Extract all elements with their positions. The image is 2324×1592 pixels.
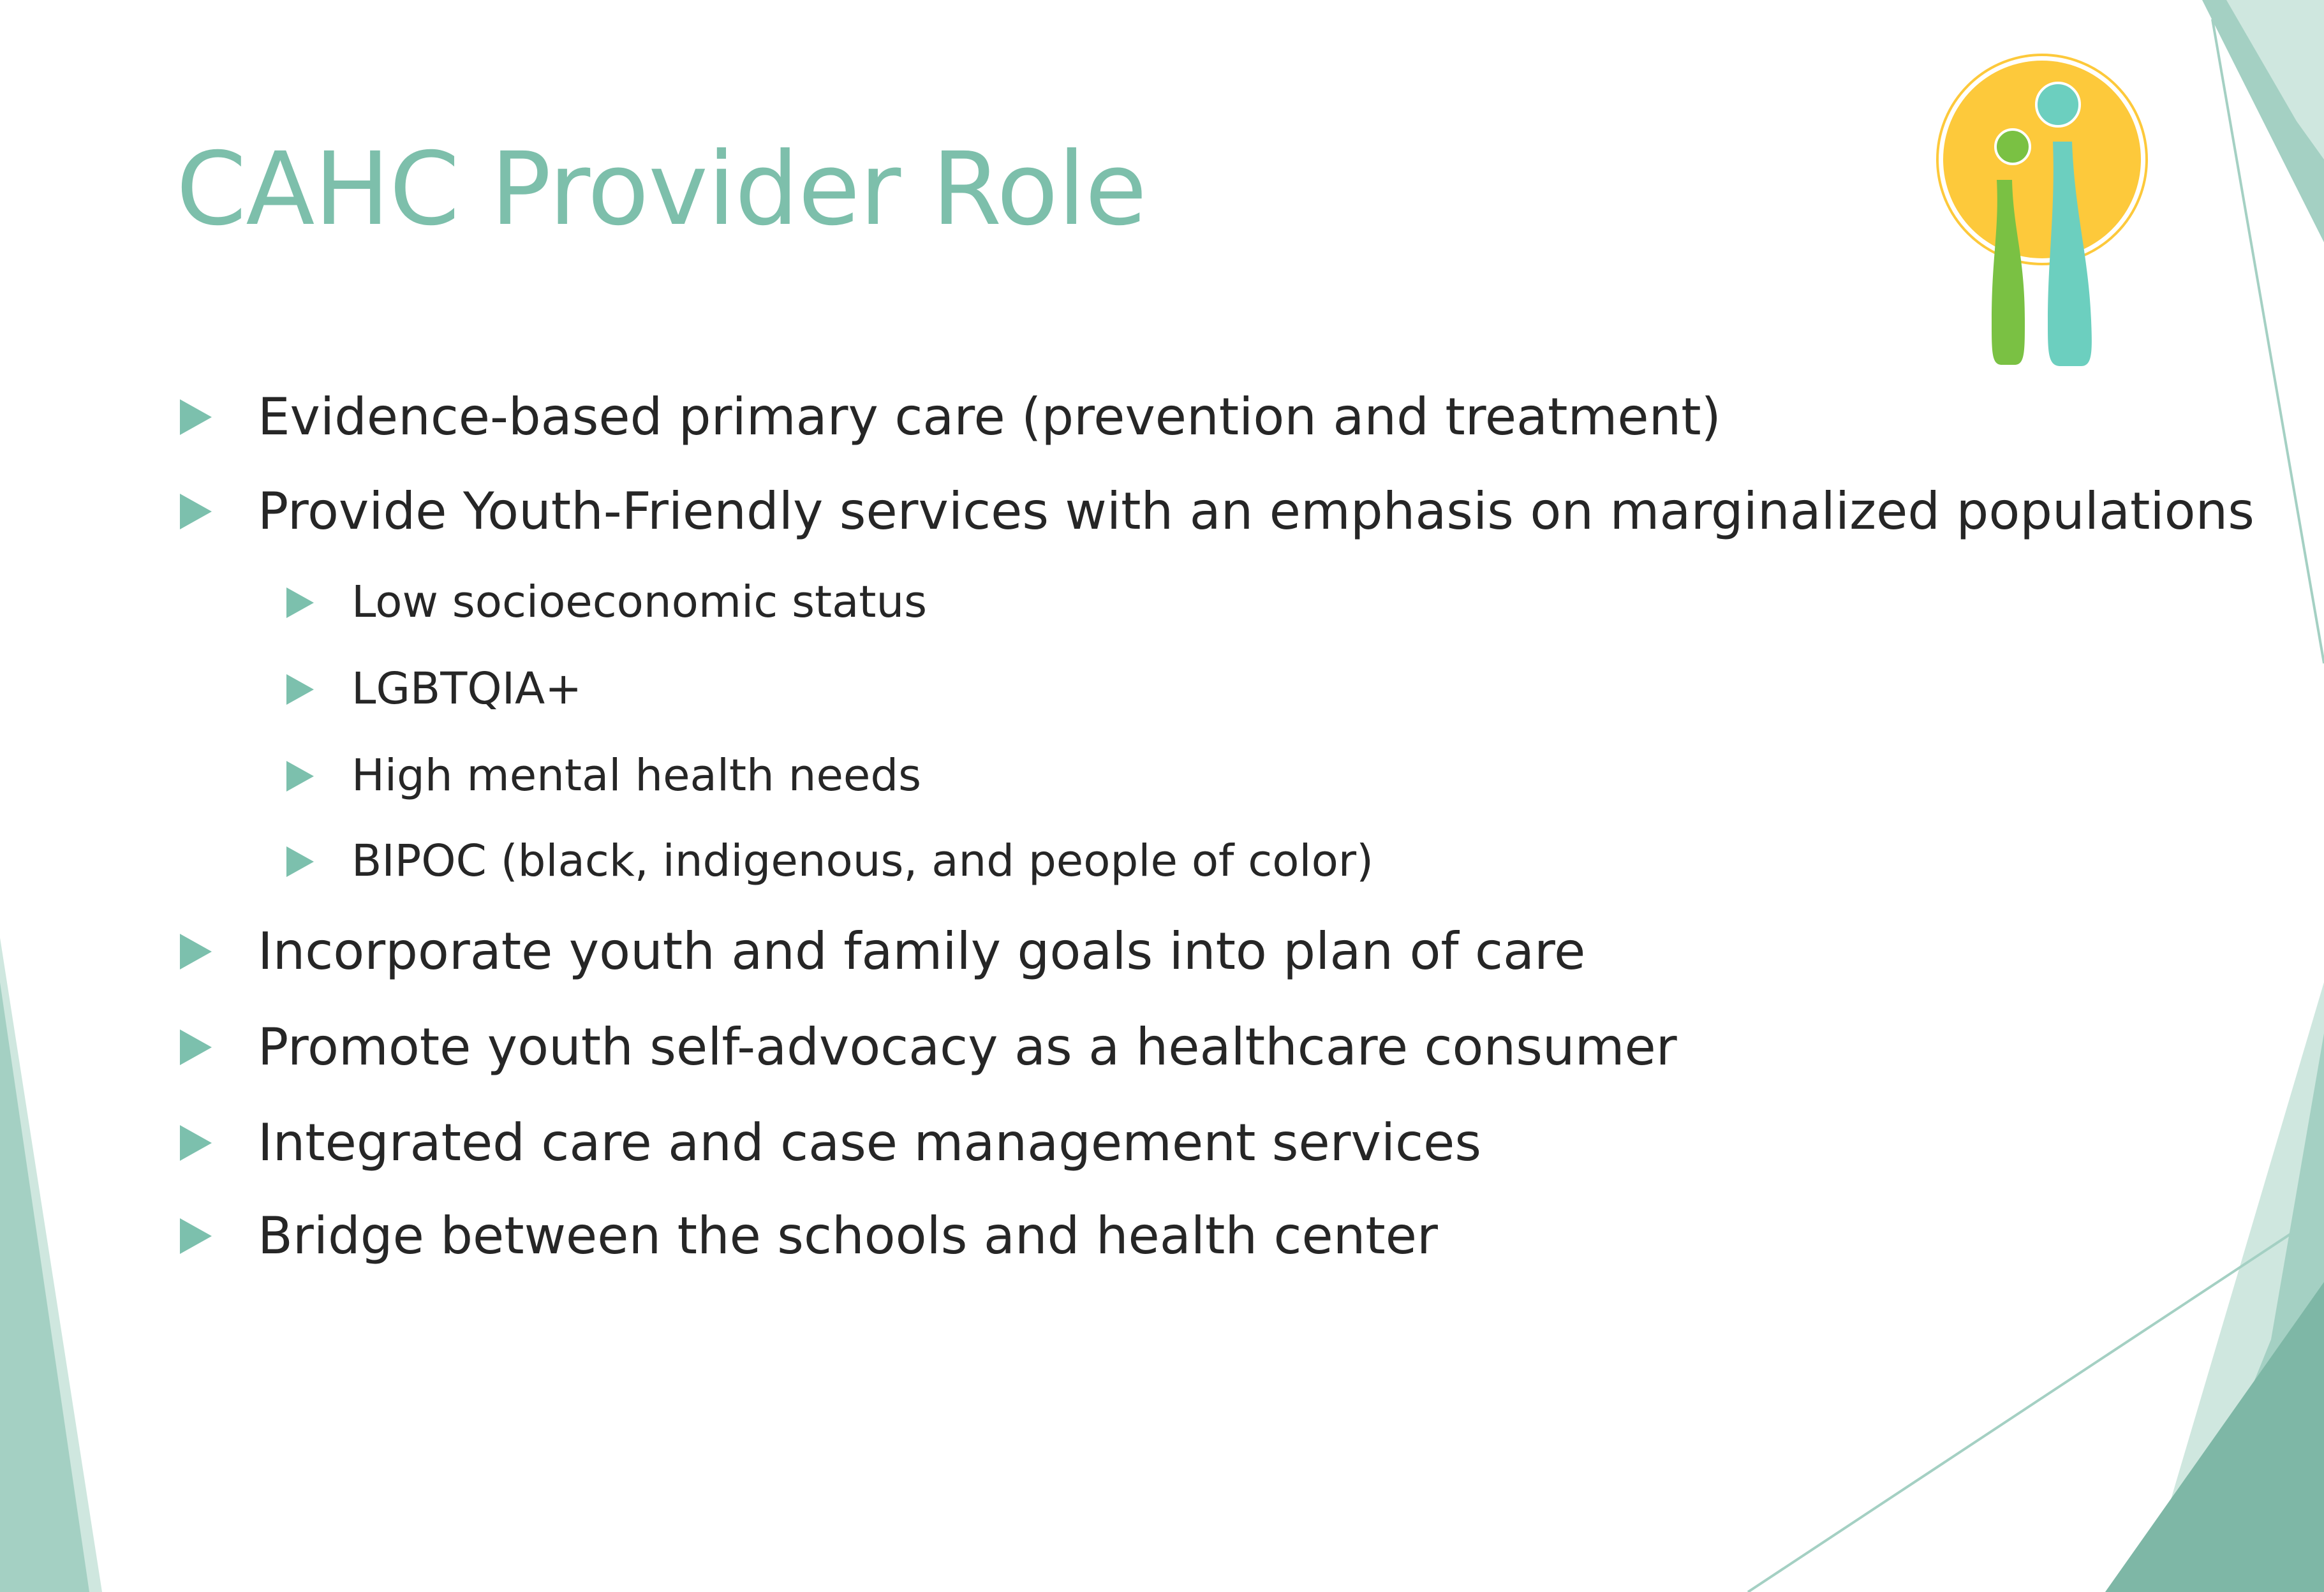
sub-bullet-item <box>352 577 928 628</box>
triangle-arrow-icon <box>180 1125 212 1161</box>
bullet-text: Evidence-based primary care (prevention and treatment) <box>258 387 1721 446</box>
sub-bullet-item <box>352 836 1374 887</box>
bullet-item <box>258 1113 1482 1172</box>
bullet-item <box>258 922 1586 981</box>
sub-bullet-text: Low socioeconomic status <box>352 577 928 628</box>
triangle-arrow-icon <box>286 674 314 705</box>
sub-bullet-text: BIPOC (black, indigenous, and people of color) <box>352 836 1374 887</box>
triangle-arrow-icon <box>286 846 314 877</box>
triangle-arrow-icon <box>180 1218 212 1254</box>
sub-bullet-text: High mental health needs <box>352 750 922 801</box>
slide-title: CAHC Provider Role <box>176 131 1146 248</box>
triangle-arrow-icon <box>286 761 314 792</box>
triangle-arrow-icon <box>180 934 212 969</box>
bullet-text: Incorporate youth and family goals into plan of care <box>258 922 1586 981</box>
bullet-text: Provide Youth-Friendly services with an emphasis on marginalized populations <box>258 482 2254 541</box>
bullet-item <box>258 1206 1438 1265</box>
triangle-arrow-icon <box>180 494 212 529</box>
bullet-item <box>258 482 2254 541</box>
sub-bullet-item <box>352 663 582 714</box>
triangle-arrow-icon <box>180 1029 212 1065</box>
bullet-text: Integrated care and case management services <box>258 1113 1482 1172</box>
bullet-text: Bridge between the schools and health center <box>258 1206 1438 1265</box>
bullet-item <box>258 387 1721 446</box>
sub-bullet-text: LGBTQIA+ <box>352 663 582 714</box>
triangle-arrow-icon <box>180 399 212 435</box>
sub-bullet-item <box>352 750 922 801</box>
bullet-text: Promote youth self-advocacy as a healthcare consumer <box>258 1017 1677 1077</box>
triangle-arrow-icon <box>286 587 314 618</box>
bullet-item <box>258 1017 1677 1077</box>
